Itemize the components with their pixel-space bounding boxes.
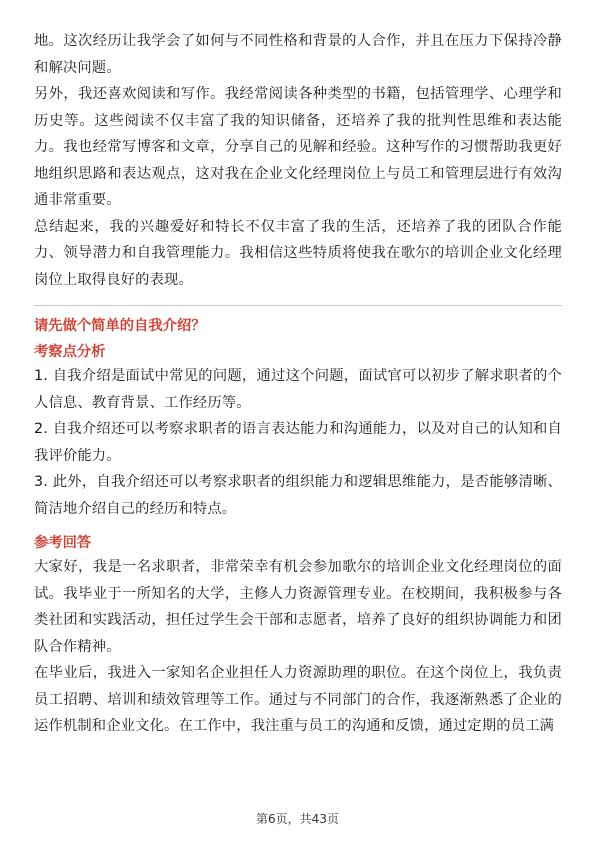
answer-paragraph: 大家好，我是一名求职者，非常荣幸有机会参加歌尔的培训企业文化经理岗位的面试。我毕业于一所知名的大学，主修人力资源管理专业。在校期间，我积极参与各类社团和实践活动，担任过学生会干部和志愿者，培养了良好的组织协调能力和团队合作精神。 [34,559,562,655]
analysis-item: 3. 此外，自我介绍还可以考察求职者的组织能力和逻辑思维能力，是否能够清晰、简洁地介绍自己的经历和特点。 [34,474,562,517]
question-title: 请先做个简单的自我介绍？ [34,318,206,334]
analysis-item: 2. 自我介绍还可以考察求职者的语言表达能力和沟通能力，以及对自己的认知和自我评价能力。 [34,421,562,464]
page-number: 第6页，共43页 [256,812,339,826]
answer-heading: 参考回答 [34,535,92,551]
paragraph: 地。这次经历让我学会了如何与不同性格和背景的人合作，并且在压力下保持冷静和解决问题。 [34,33,562,76]
paragraph: 另外，我还喜欢阅读和写作。我经常阅读各种类型的书籍，包括管理学、心理学和历史等。这些阅读不仅丰富了我的知识储备，还培养了我的批判性思维和表达能力。我也经常写博客和文章，分享自己的见解和经验。这种写作的习惯帮助我更好地组织思路和表达观点，这对我在企业文化经理岗位上与员工和管理层进行有效沟通非常重要。 [34,86,562,208]
answer-paragraph: 在毕业后，我进入一家知名企业担任人力资源助理的职位。在这个岗位上，我负责员工招聘、培训和绩效管理等工作。通过与不同部门的合作，我逐渐熟悉了企业的运作机制和企业文化。在工作中，我注重与员工的沟通和反馈，通过定期的员工满 [34,665,562,734]
document-page [34,28,562,740]
section-divider [34,305,562,306]
analysis-item: 1. 自我介绍是面试中常见的问题，通过这个问题，面试官可以初步了解求职者的个人信息、教育背景、工作经历等。 [34,368,562,411]
analysis-heading: 考察点分析 [34,344,106,360]
paragraph: 总结起来，我的兴趣爱好和特长不仅丰富了我的生活，还培养了我的团队合作能力、领导潜力和自我管理能力。我相信这些特质将使我在歌尔的培训企业文化经理岗位上取得良好的表现。 [34,218,562,288]
